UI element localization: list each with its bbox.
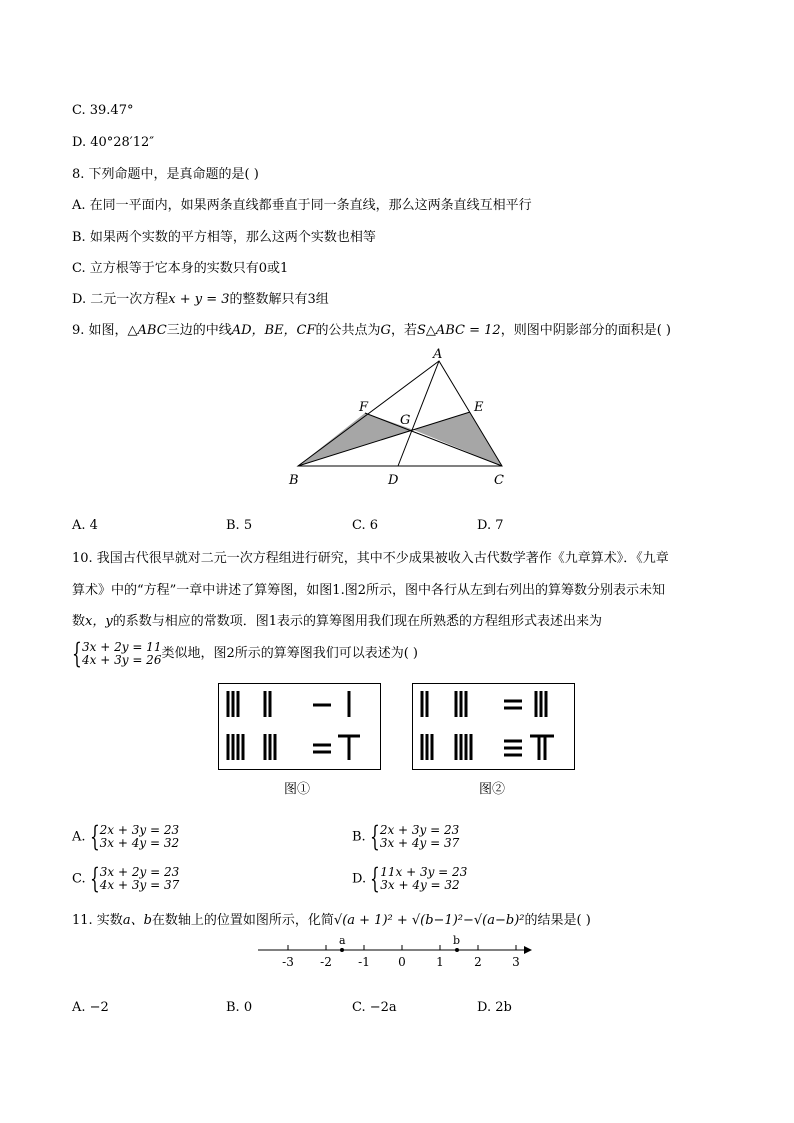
option-c-row-2: 4x + 3y = 37: [99, 878, 180, 892]
system-row-2: 4x + 3y = 26: [82, 652, 162, 667]
label-c: C: [494, 473, 504, 488]
number-line: [250, 930, 540, 972]
q10-option-d: [352, 862, 468, 895]
q10-line1: 10. 我国古代很早就对二元一次方程组进行研究，其中不少成果被收入古代数学著作《九章算术》．《九章: [72, 551, 669, 566]
q10-option-c-system: [89, 862, 180, 895]
q9-stem-area: S△ABC = 12: [416, 323, 501, 338]
q8-option-b: B. 如果两个实数的平方相等，那么这两个实数也相等: [72, 230, 376, 245]
q11-stem-expression: √(a + 1)² + √(b−1)²−√(a−b)²: [333, 913, 525, 928]
q10-option-b: [352, 820, 460, 853]
system-row-1: 3x + 2y = 11: [82, 639, 162, 654]
system-brace: {: [89, 820, 100, 853]
q9-stem-e: ，则图中阴影部分的面积是( ): [500, 323, 671, 338]
q10-option-b-system: [369, 820, 460, 853]
q11-option-c: C. −2a: [352, 1000, 397, 1015]
q10-option-a-label: A.: [72, 829, 86, 845]
q11-option-b: B. 0: [226, 1000, 253, 1015]
system-brace: {: [89, 862, 100, 895]
option-d-row-1: 11x + 3y = 23: [380, 865, 468, 879]
label-f: F: [359, 400, 369, 415]
q11-stem-a: 11. 实数: [72, 913, 123, 928]
counting-rod-figure-1: [218, 683, 382, 771]
q8-option-d-prefix: D. 二元一次方程: [72, 292, 169, 307]
q10-option-d-system: [370, 862, 468, 895]
q10-line3: [72, 613, 602, 631]
q9-option-d: D. 7: [477, 518, 504, 533]
point-b-label: b: [453, 934, 461, 947]
tick-label: 2: [474, 955, 482, 969]
q8-option-a: A. 在同一平面内，如果两条直线都垂直于同一条直线，那么这两条直线互相平行: [72, 198, 532, 213]
tick-label: 0: [398, 955, 406, 969]
q9-stem-d: ，若: [390, 323, 417, 338]
label-a: A: [433, 347, 443, 362]
tick-label: -1: [358, 955, 370, 969]
q8-option-c: C. 立方根等于它本身的实数只有0或1: [72, 261, 289, 276]
label-e: E: [474, 400, 484, 415]
q9-stem-c: 的公共点为: [315, 323, 381, 338]
q11-option-a: A. −2: [72, 1000, 109, 1015]
q10-line3-b: 的系数与相应的常数项．图1表示的算筹图用我们现在所熟悉的方程组形式表述出来为: [112, 614, 602, 629]
q9-stem-b: 三边的中线: [166, 323, 232, 338]
tick-label: 3: [512, 955, 520, 969]
q7-option-d: D. 40°28′12″: [72, 135, 155, 150]
tick-label: 1: [436, 955, 444, 969]
q11-option-d: D. 2b: [477, 1000, 512, 1015]
q10-option-c-label: C.: [72, 871, 86, 887]
option-d-row-2: 3x + 4y = 32: [380, 878, 460, 892]
q8-option-d-equation: x + y = 3: [168, 292, 230, 307]
q11-stem: [72, 912, 591, 930]
q10-option-d-label: D.: [352, 871, 367, 887]
q8-stem: 8. 下列命题中，是真命题的是( ): [72, 167, 259, 182]
q10-option-c: [72, 862, 180, 895]
option-a-row-2: 3x + 4y = 32: [99, 836, 180, 850]
shaded-region-right: [414, 412, 502, 466]
system-brace: {: [369, 820, 380, 853]
q11-stem-c: 的结果是( ): [524, 913, 591, 928]
q9-stem-medians: AD，BE，CF: [231, 323, 316, 338]
q10-line4-suffix: 类似地，图2所示的算筹图我们可以表述为( ): [161, 646, 419, 661]
q11-stem-vars: a、b: [122, 913, 152, 928]
q9-option-a: A. 4: [72, 518, 98, 533]
q8-option-d-suffix: 的整数解只有3组: [229, 292, 329, 307]
q10-line4: [72, 636, 419, 670]
q8-option-d: [72, 291, 329, 309]
option-b-row-2: 3x + 4y = 37: [379, 836, 460, 850]
q10-line2: 算术》中的“方程”一章中讲述了算筹图，如图1.图2所示，图中各行从左到右列出的算筹数分别表示未知: [72, 583, 665, 598]
counting-rod-figure-2: [412, 683, 576, 771]
q10-example-system: [72, 636, 162, 670]
tick-label: -3: [282, 955, 294, 969]
arrow-head: [524, 946, 532, 954]
q9-stem-triangle: △ABC: [127, 323, 167, 338]
q11-stem-b: 在数轴上的位置如图所示，化简: [151, 913, 334, 928]
q10-option-a-system: [89, 820, 180, 853]
q10-option-a: [72, 820, 180, 853]
system-brace: {: [370, 862, 381, 895]
q9-stem: [72, 322, 671, 340]
q7-option-c: C. 39.47°: [72, 103, 134, 118]
q9-option-c: C. 6: [352, 518, 379, 533]
label-b: B: [289, 473, 299, 488]
option-c-row-1: 3x + 2y = 23: [99, 865, 180, 879]
shaded-region-left: [298, 413, 414, 466]
option-b-row-1: 2x + 3y = 23: [379, 823, 460, 837]
figure-2-caption: 图②: [479, 782, 506, 797]
q10-line3-vars: x，y: [85, 614, 113, 629]
q9-stem-g: G: [380, 323, 391, 338]
q10-line3-a: 数: [72, 614, 86, 629]
point-a: [340, 948, 344, 952]
system-brace: {: [72, 636, 82, 670]
figure-1-caption: 图①: [284, 782, 311, 797]
label-g: G: [400, 413, 411, 428]
q9-stem-a: 9. 如图，: [72, 323, 128, 338]
point-a-label: a: [339, 934, 346, 947]
point-b: [455, 948, 459, 952]
q9-triangle-figure: [280, 340, 520, 490]
tick-label: -2: [320, 955, 332, 969]
option-a-row-1: 2x + 3y = 23: [99, 823, 180, 837]
q9-option-b: B. 5: [226, 518, 253, 533]
label-d: D: [388, 473, 399, 488]
q10-option-b-label: B.: [352, 829, 366, 845]
